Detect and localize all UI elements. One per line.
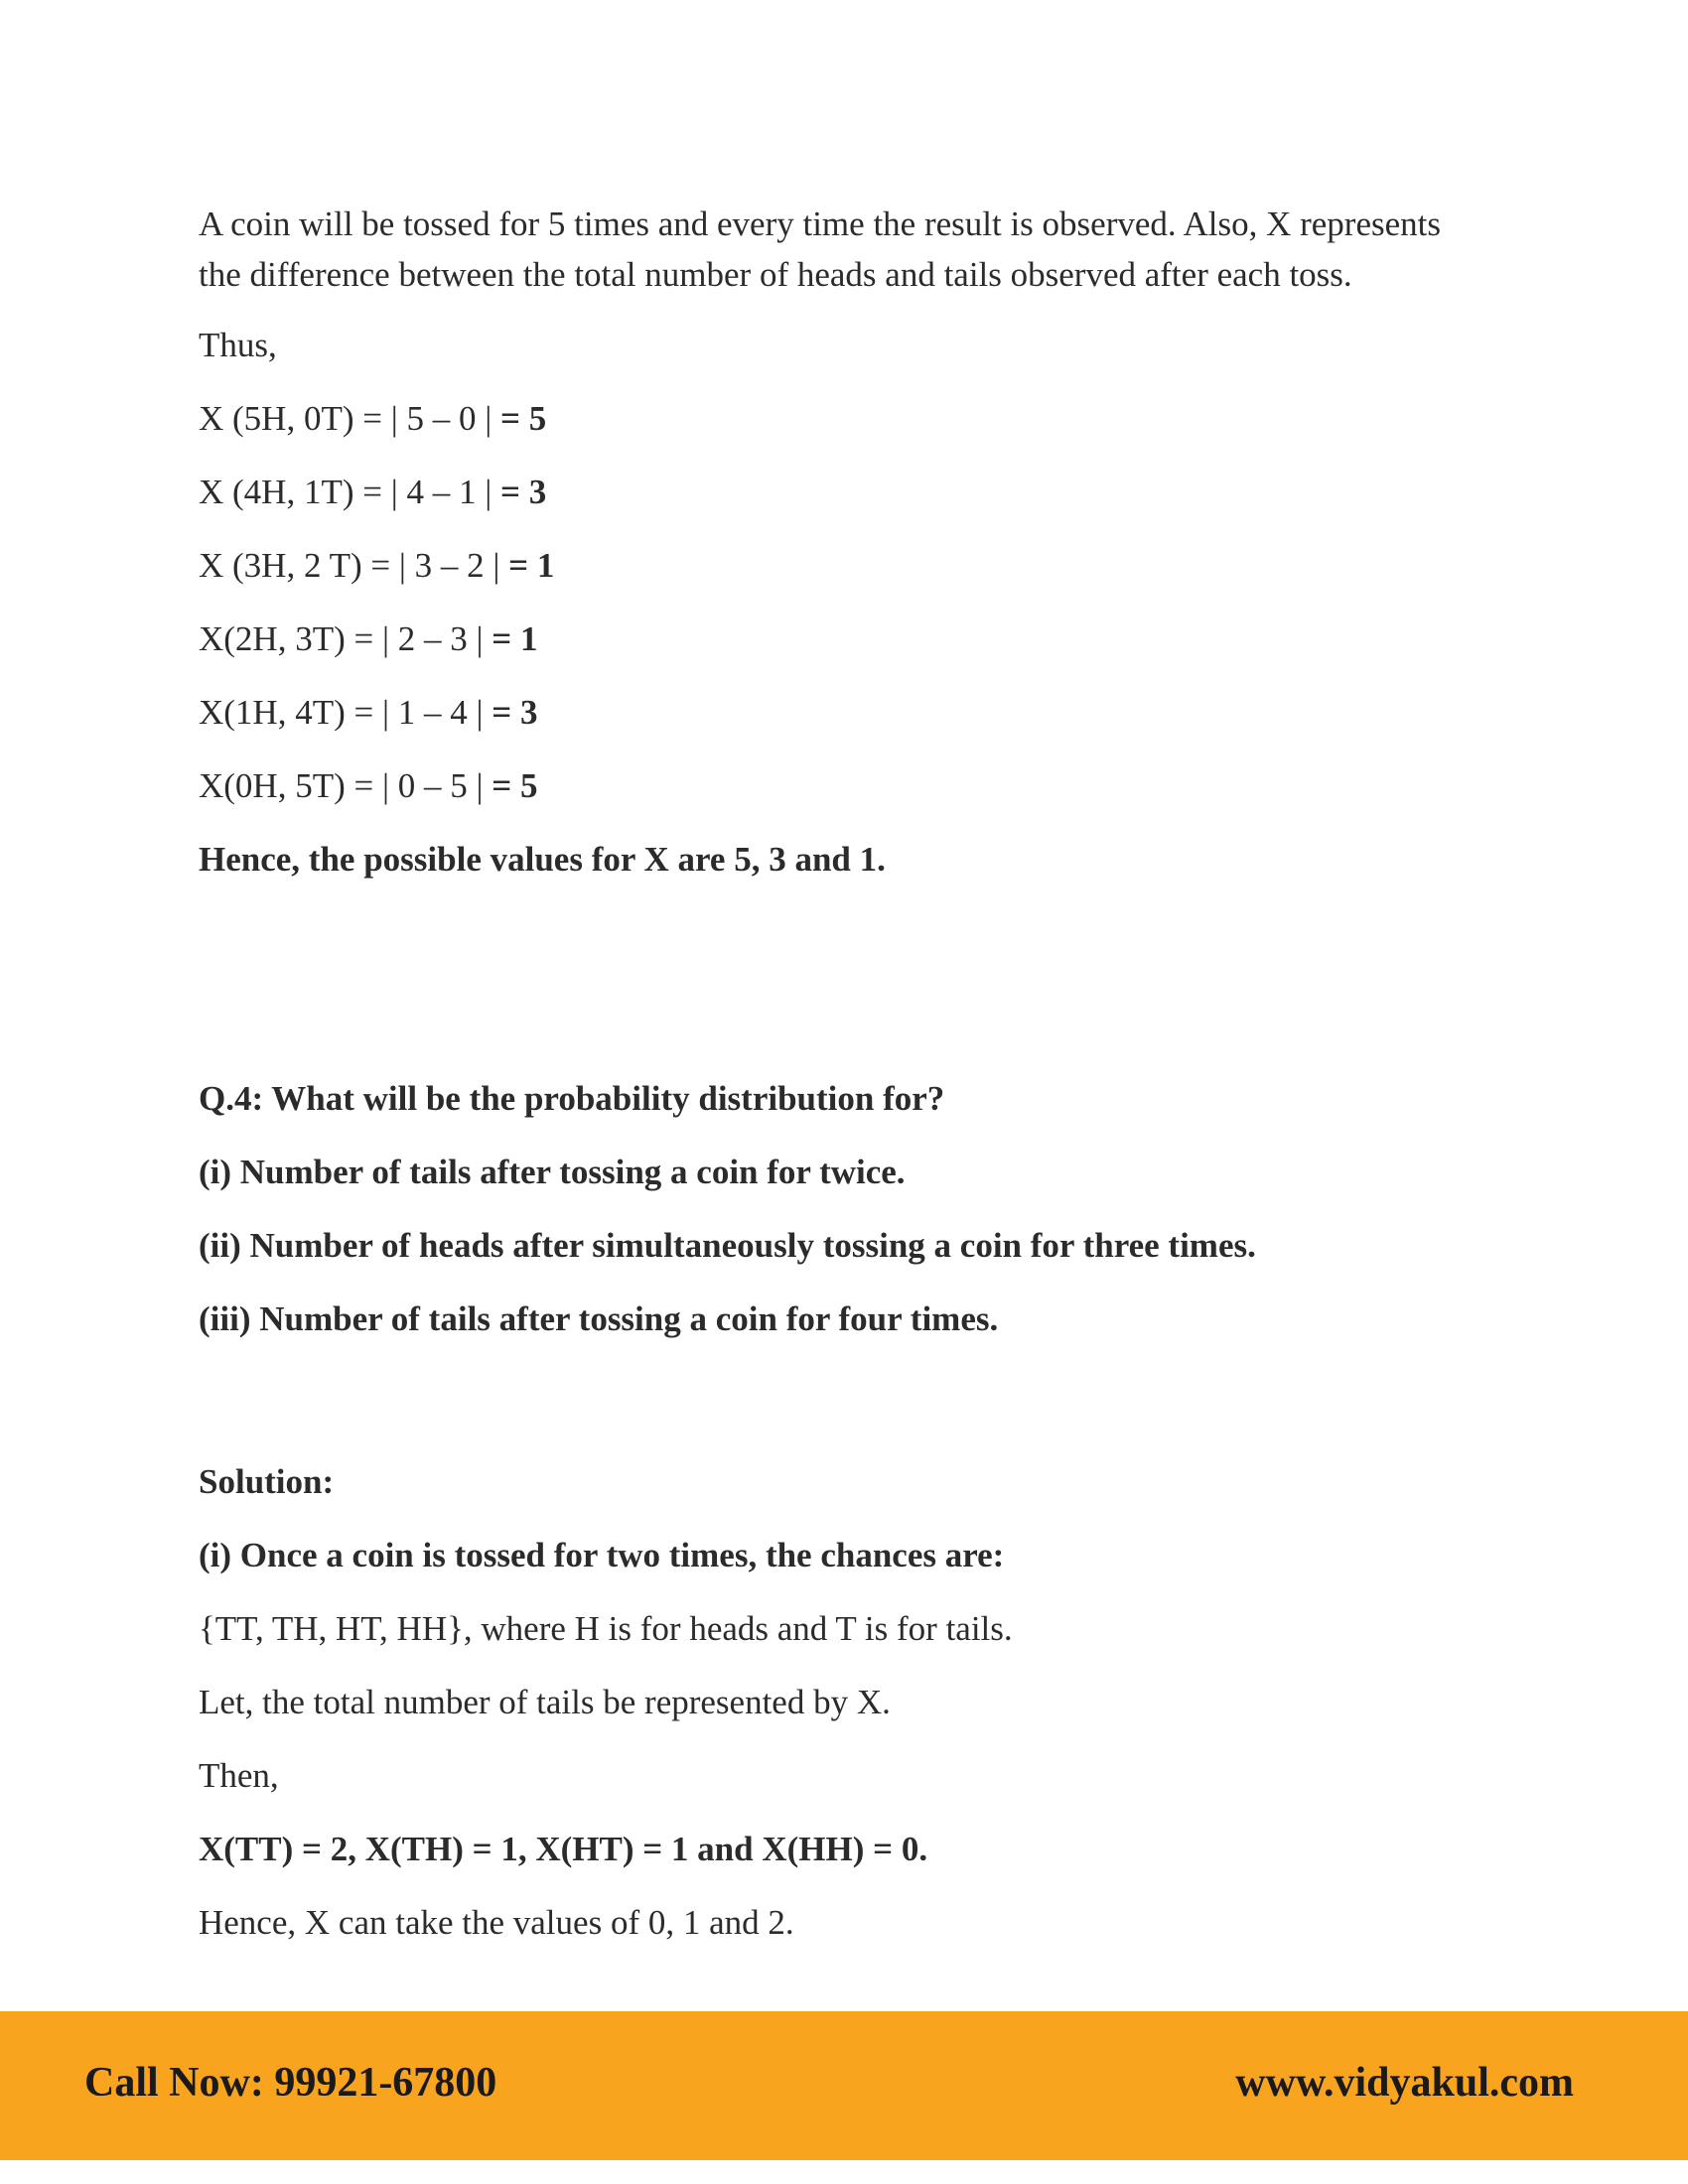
case-expression: X(0H, 5T) = | 0 – 5 |: [199, 766, 484, 805]
call-now-text: Call Now: 99921-67800: [84, 2060, 497, 2106]
footer-banner: [0, 2011, 1688, 2160]
case-result: = 3: [492, 693, 538, 732]
case-expression: X (4H, 1T) = | 4 – 1 |: [199, 473, 492, 511]
case-line: [199, 687, 1489, 738]
thus-text: Thus,: [199, 326, 277, 364]
question-part: (iii) Number of tails after tossing a coin for four times.: [199, 1299, 999, 1338]
question-part: (i) Number of tails after tossing a coin for twice.: [199, 1153, 906, 1191]
case-result: = 1: [492, 619, 538, 658]
values-text: X(TT) = 2, X(TH) = 1, X(HT) = 1 and X(HH) = 0.: [199, 1830, 928, 1868]
case-result: = 5: [500, 399, 547, 438]
website-link[interactable]: www.vidyakul.com: [1235, 2060, 1574, 2106]
hence-text: Hence, X can take the values of 0, 1 and 2.: [199, 1903, 794, 1942]
case-expression: X (5H, 0T) = | 5 – 0 |: [199, 399, 492, 438]
case-result: = 5: [492, 766, 538, 805]
let-text: Let, the total number of tails be represented by X.: [199, 1683, 891, 1721]
case-result: = 3: [500, 473, 547, 511]
solution-part-heading: (i) Once a coin is tossed for two times, the chances are:: [199, 1536, 1005, 1574]
case-line: [199, 540, 1489, 591]
then-text: Then,: [199, 1756, 279, 1795]
conclusion-text: Hence, the possible values for X are 5, 3 and 1.: [199, 840, 886, 879]
case-line: [199, 760, 1489, 811]
solution-heading: Solution:: [199, 1462, 335, 1501]
case-line: [199, 393, 1489, 444]
case-expression: X(2H, 3T) = | 2 – 3 |: [199, 619, 484, 658]
outcomes-text: {TT, TH, HT, HH}, where H is for heads and T is for tails.: [199, 1609, 1013, 1648]
case-expression: X (3H, 2 T) = | 3 – 2 |: [199, 546, 500, 585]
case-expression: X(1H, 4T) = | 1 – 4 |: [199, 693, 484, 732]
case-line: [199, 614, 1489, 664]
question-title: Q.4: What will be the probability distribution for?: [199, 1079, 945, 1118]
case-line: [199, 467, 1489, 517]
document-body: [199, 199, 1489, 1971]
intro-paragraph: A coin will be tossed for 5 times and every time the result is observed. Also, X represents the difference between the total number of heads and tails observed after each toss.: [199, 205, 1441, 294]
case-result: = 1: [508, 546, 555, 585]
question-part: (ii) Number of heads after simultaneously tossing a coin for three times.: [199, 1226, 1256, 1265]
